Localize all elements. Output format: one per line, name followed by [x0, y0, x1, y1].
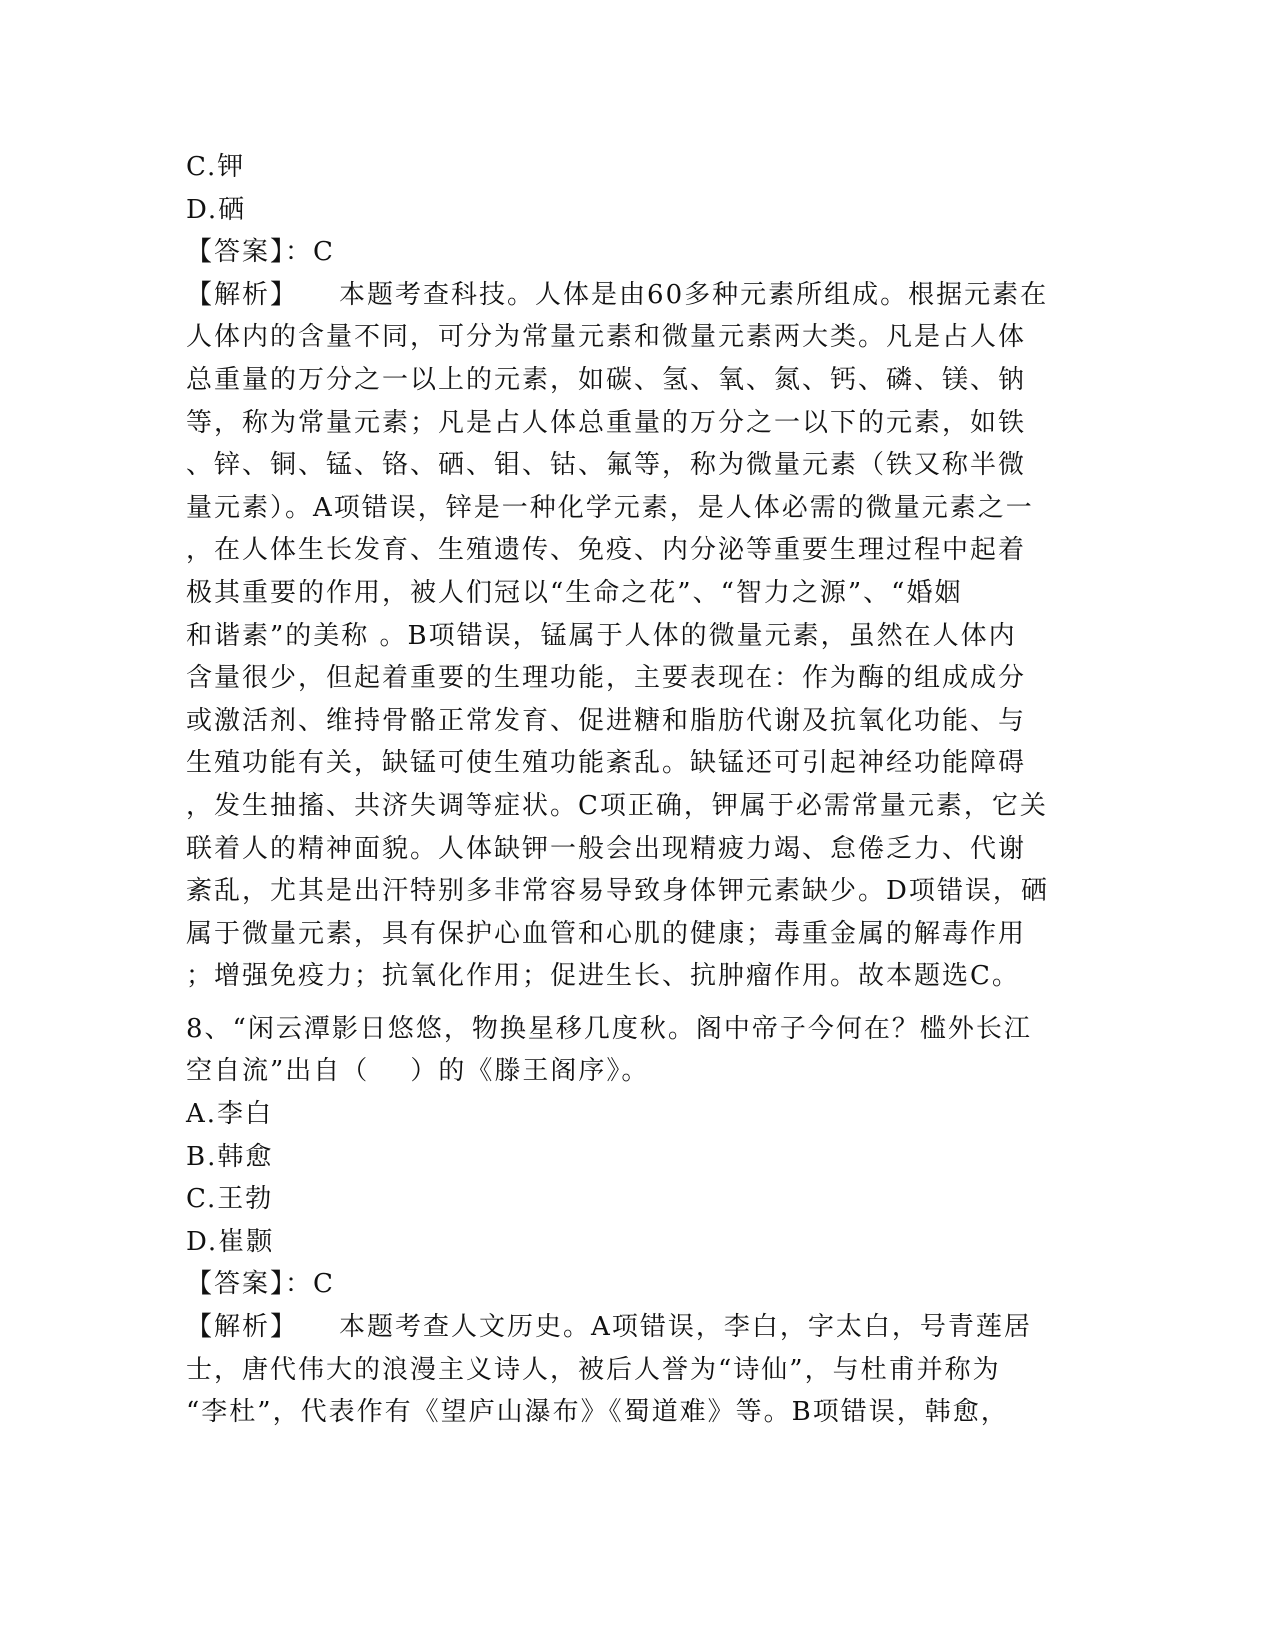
- question-8-block: [186, 1008, 1086, 1434]
- analysis-line: 士，唐代伟大的浪漫主义诗人，被后人誉为“诗仙”，与杜甫并称为: [186, 1354, 1001, 1385]
- analysis-line: 或激活剂、维持骨骼正常发育、促进糖和脂肪代谢及抗氧化功能、与: [186, 705, 1027, 736]
- analysis-line: ，在人体生长发育、生殖遗传、免疫、内分泌等重要生理过程中起着: [186, 535, 1027, 566]
- analysis-line: 含量很少，但起着重要的生理功能，主要表现在：作为酶的组成成分: [186, 663, 1027, 694]
- analysis-line: ；增强免疫力；抗氧化作用；促进生长、抗肿瘤作用。故本题选C。: [186, 961, 1020, 992]
- analysis-line: 【解析】 本题考查人文历史。A项错误，李白，字太白，号青莲居: [186, 1312, 1032, 1343]
- q7-option-d: D.硒: [186, 194, 247, 225]
- analysis-line: 属于微量元素，具有保护心血管和心肌的健康；毒重金属的解毒作用: [186, 918, 1027, 949]
- q8-analysis: [186, 1306, 1086, 1434]
- question-spacer: [186, 998, 1086, 1008]
- q8-option-b: B.韩愈: [186, 1141, 274, 1172]
- q8-option-a: A.李白: [186, 1099, 274, 1130]
- analysis-line: “李杜”，代表作有《望庐山瀑布》《蜀道难》等。B项错误，韩愈，: [186, 1397, 1009, 1428]
- page-content: [186, 146, 1086, 1434]
- q8-question-line: 8、“闲云潭影日悠悠，物换星移几度秋。阁中帝子今何在？槛外长江: [186, 1013, 1032, 1044]
- q7-answer: 【答案】：C: [186, 237, 335, 268]
- q8-option-d: D.崔颢: [186, 1226, 275, 1257]
- q8-question-line: 空自流”出自（ ）的《滕王阁序》。: [186, 1056, 650, 1087]
- analysis-line: 紊乱，尤其是出汗特别多非常容易导致身体钾元素缺少。D项错误，硒: [186, 876, 1049, 907]
- analysis-line: ，发生抽搐、共济失调等症状。C项正确，钾属于必需常量元素，它关: [186, 790, 1048, 821]
- analysis-line: 人体内的含量不同，可分为常量元素和微量元素两大类。凡是占人体: [186, 322, 1027, 353]
- q8-answer: 【答案】：C: [186, 1269, 335, 1300]
- analysis-line: 总重量的万分之一以上的元素，如碳、氢、氧、氮、钙、磷、镁、钠: [186, 364, 1027, 395]
- q8-option-c: C.王勃: [186, 1184, 274, 1215]
- analysis-line: 量元素）。A项错误，锌是一种化学元素，是人体必需的微量元素之一: [186, 492, 1034, 523]
- analysis-line: 极其重要的作用，被人们冠以“生命之花”、“智力之源”、“婚姻: [186, 577, 963, 608]
- analysis-line: 生殖功能有关，缺锰可使生殖功能紊乱。缺锰还可引起神经功能障碍: [186, 748, 1027, 779]
- analysis-line: 【解析】 本题考查科技。人体是由60多种元素所组成。根据元素在: [186, 279, 1049, 310]
- question-7-block: [186, 146, 1086, 998]
- analysis-line: 、锌、铜、锰、铬、硒、钼、钴、氟等，称为微量元素（铁又称半微: [186, 450, 1027, 481]
- analysis-line: 联着人的精神面貌。人体缺钾一般会出现精疲力竭、怠倦乏力、代谢: [186, 833, 1027, 864]
- analysis-line: 等，称为常量元素；凡是占人体总重量的万分之一以下的元素，如铁: [186, 407, 1027, 438]
- analysis-line: 和谐素”的美称 。B项错误，锰属于人体的微量元素，虽然在人体内: [186, 620, 1017, 651]
- q7-option-c: C.钾: [186, 152, 246, 182]
- q7-analysis: [186, 274, 1086, 998]
